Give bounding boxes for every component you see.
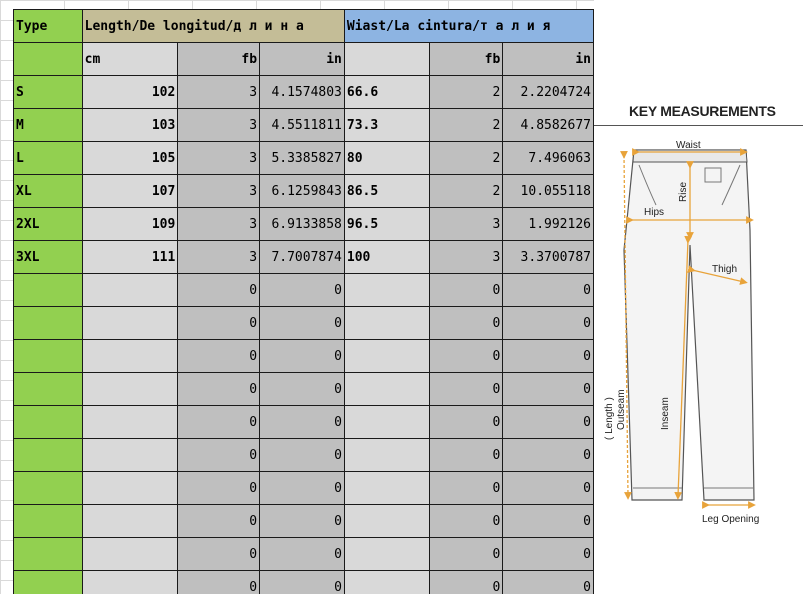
row-waist-fb[interactable]: 0 (429, 307, 503, 340)
row-length-cm[interactable] (82, 571, 178, 594)
row-length-cm[interactable] (82, 439, 178, 472)
row-length-cm[interactable] (82, 274, 178, 307)
row-waist-in[interactable]: 0 (503, 373, 594, 406)
table-row (14, 76, 594, 109)
table-row (14, 142, 594, 175)
row-waist-fb[interactable]: 3 (429, 241, 503, 274)
row-waist-cm[interactable] (344, 505, 429, 538)
row-length-fb[interactable]: 0 (178, 406, 260, 439)
row-waist-cm[interactable] (344, 439, 429, 472)
row-type[interactable] (14, 571, 83, 594)
row-length-fb[interactable]: 3 (178, 109, 260, 142)
row-waist-fb[interactable]: 0 (429, 538, 503, 571)
row-length-fb[interactable]: 3 (178, 142, 260, 175)
row-type[interactable]: M (14, 109, 83, 142)
row-waist-in[interactable]: 2.2204724 (503, 76, 594, 109)
row-length-in[interactable]: 7.7007874 (260, 241, 345, 274)
row-waist-fb[interactable]: 0 (429, 406, 503, 439)
pants-outline (624, 150, 754, 500)
label-rise: Rise (678, 181, 689, 202)
row-length-cm[interactable]: 107 (82, 175, 178, 208)
row-type[interactable] (14, 406, 83, 439)
row-length-cm[interactable] (82, 538, 178, 571)
row-waist-fb[interactable]: 0 (429, 439, 503, 472)
row-length-fb[interactable]: 0 (178, 373, 260, 406)
row-waist-fb[interactable]: 2 (429, 109, 503, 142)
row-type[interactable] (14, 307, 83, 340)
header-waist[interactable]: Wiast/La cintura/т а л и я (344, 10, 593, 43)
pants-diagram (594, 0, 803, 594)
row-length-in[interactable]: 0 (260, 571, 345, 594)
header-row (14, 10, 594, 43)
table-row (14, 538, 594, 571)
row-length-in[interactable]: 0 (260, 505, 345, 538)
row-length-fb[interactable]: 0 (178, 274, 260, 307)
row-type[interactable]: L (14, 142, 83, 175)
row-length-cm[interactable] (82, 307, 178, 340)
row-waist-in[interactable]: 0 (503, 340, 594, 373)
row-length-in[interactable]: 5.3385827 (260, 142, 345, 175)
subheader-in[interactable]: in (260, 43, 345, 76)
row-type[interactable] (14, 439, 83, 472)
row-waist-in[interactable]: 0 (503, 307, 594, 340)
row-type[interactable] (14, 340, 83, 373)
row-waist-in[interactable]: 1.992126 (503, 208, 594, 241)
row-length-fb[interactable]: 3 (178, 241, 260, 274)
subheader-cm[interactable]: cm (82, 43, 178, 76)
row-length-in[interactable]: 4.1574803 (260, 76, 345, 109)
row-length-fb[interactable]: 0 (178, 571, 260, 594)
row-waist-fb[interactable]: 0 (429, 472, 503, 505)
label-hips: Hips (644, 207, 665, 218)
row-length-cm[interactable] (82, 373, 178, 406)
row-length-cm[interactable]: 111 (82, 241, 178, 274)
panel-title: KEY MEASUREMENTS (629, 103, 776, 119)
row-length-in[interactable]: 0 (260, 274, 345, 307)
row-length-cm[interactable] (82, 505, 178, 538)
row-waist-in[interactable]: 0 (503, 571, 594, 594)
row-length-cm[interactable] (82, 340, 178, 373)
subheader-waist-fb[interactable]: fb (429, 43, 503, 76)
label-waist: Waist (676, 140, 701, 151)
row-length-fb[interactable]: 0 (178, 439, 260, 472)
row-length-cm[interactable]: 109 (82, 208, 178, 241)
row-waist-cm[interactable] (344, 538, 429, 571)
cell[interactable] (14, 43, 83, 76)
label-inseam: Inseam (660, 397, 671, 430)
row-waist-cm[interactable]: 96.5 (344, 208, 429, 241)
row-length-fb[interactable]: 3 (178, 208, 260, 241)
size-table (13, 9, 594, 594)
row-waist-fb[interactable]: 3 (429, 208, 503, 241)
subheader-fb[interactable]: fb (178, 43, 260, 76)
row-waist-in[interactable]: 0 (503, 406, 594, 439)
row-waist-cm[interactable]: 100 (344, 241, 429, 274)
row-length-cm[interactable] (82, 472, 178, 505)
label-length: ( Length ) (604, 397, 615, 440)
row-waist-in[interactable]: 7.496063 (503, 142, 594, 175)
row-waist-in[interactable]: 0 (503, 439, 594, 472)
row-length-in[interactable]: 6.9133858 (260, 208, 345, 241)
row-length-fb[interactable]: 3 (178, 76, 260, 109)
row-length-in[interactable]: 0 (260, 340, 345, 373)
row-waist-in[interactable]: 0 (503, 505, 594, 538)
row-length-in[interactable]: 4.5511811 (260, 109, 345, 142)
row-length-fb[interactable]: 0 (178, 538, 260, 571)
table-row (14, 571, 594, 594)
table-row (14, 274, 594, 307)
row-type[interactable] (14, 505, 83, 538)
row-waist-in[interactable]: 0 (503, 472, 594, 505)
cell[interactable] (344, 43, 429, 76)
row-length-fb[interactable]: 3 (178, 175, 260, 208)
row-length-fb[interactable]: 0 (178, 340, 260, 373)
subheader-row (14, 43, 594, 76)
row-waist-in[interactable]: 10.055118 (503, 175, 594, 208)
row-waist-cm[interactable]: 73.3 (344, 109, 429, 142)
table-row (14, 439, 594, 472)
row-type[interactable] (14, 373, 83, 406)
row-waist-in[interactable]: 0 (503, 538, 594, 571)
row-type[interactable] (14, 538, 83, 571)
row-type[interactable]: 3XL (14, 241, 83, 274)
row-waist-cm[interactable]: 80 (344, 142, 429, 175)
row-type[interactable]: S (14, 76, 83, 109)
label-thigh: Thigh (712, 264, 738, 275)
row-waist-cm[interactable] (344, 571, 429, 594)
table-row (14, 373, 594, 406)
table-row (14, 307, 594, 340)
row-waist-fb[interactable]: 2 (429, 142, 503, 175)
row-waist-fb[interactable]: 0 (429, 571, 503, 594)
row-length-cm[interactable]: 105 (82, 142, 178, 175)
row-waist-fb[interactable]: 0 (429, 340, 503, 373)
label-leg-opening: Leg Opening (702, 514, 760, 525)
table-row (14, 241, 594, 274)
row-type[interactable]: 2XL (14, 208, 83, 241)
table-row (14, 472, 594, 505)
table-row (14, 109, 594, 142)
row-waist-cm[interactable]: 66.6 (344, 76, 429, 109)
subheader-waist-in[interactable]: in (503, 43, 594, 76)
table-row (14, 406, 594, 439)
row-waist-fb[interactable]: 0 (429, 505, 503, 538)
key-measurements-panel (594, 0, 803, 594)
row-waist-cm[interactable] (344, 373, 429, 406)
row-waist-cm[interactable] (344, 307, 429, 340)
row-waist-cm[interactable] (344, 406, 429, 439)
row-waist-fb[interactable]: 0 (429, 373, 503, 406)
row-type[interactable]: XL (14, 175, 83, 208)
row-length-in[interactable]: 0 (260, 538, 345, 571)
row-length-in[interactable]: 0 (260, 472, 345, 505)
row-type[interactable] (14, 472, 83, 505)
row-length-fb[interactable]: 0 (178, 505, 260, 538)
table-row (14, 175, 594, 208)
row-waist-in[interactable]: 3.3700787 (503, 241, 594, 274)
row-length-cm[interactable]: 103 (82, 109, 178, 142)
row-length-cm[interactable] (82, 406, 178, 439)
row-waist-in[interactable]: 4.8582677 (503, 109, 594, 142)
row-length-in[interactable]: 0 (260, 439, 345, 472)
row-waist-fb[interactable]: 2 (429, 175, 503, 208)
row-waist-cm[interactable] (344, 274, 429, 307)
header-type[interactable]: Type (14, 10, 83, 43)
row-length-in[interactable]: 0 (260, 373, 345, 406)
table-row (14, 505, 594, 538)
row-waist-fb[interactable]: 0 (429, 274, 503, 307)
row-length-fb[interactable]: 0 (178, 472, 260, 505)
row-waist-cm[interactable] (344, 340, 429, 373)
row-waist-in[interactable]: 0 (503, 274, 594, 307)
table-row (14, 340, 594, 373)
table-row (14, 208, 594, 241)
row-waist-fb[interactable]: 2 (429, 76, 503, 109)
row-length-fb[interactable]: 0 (178, 307, 260, 340)
row-type[interactable] (14, 274, 83, 307)
row-length-in[interactable]: 0 (260, 307, 345, 340)
row-length-in[interactable]: 0 (260, 406, 345, 439)
row-length-cm[interactable]: 102 (82, 76, 178, 109)
header-length[interactable]: Length/De longitud/д л и н а (82, 10, 344, 43)
row-waist-cm[interactable] (344, 472, 429, 505)
row-waist-cm[interactable]: 86.5 (344, 175, 429, 208)
row-length-in[interactable]: 6.1259843 (260, 175, 345, 208)
label-outseam: Outseam (616, 389, 627, 430)
